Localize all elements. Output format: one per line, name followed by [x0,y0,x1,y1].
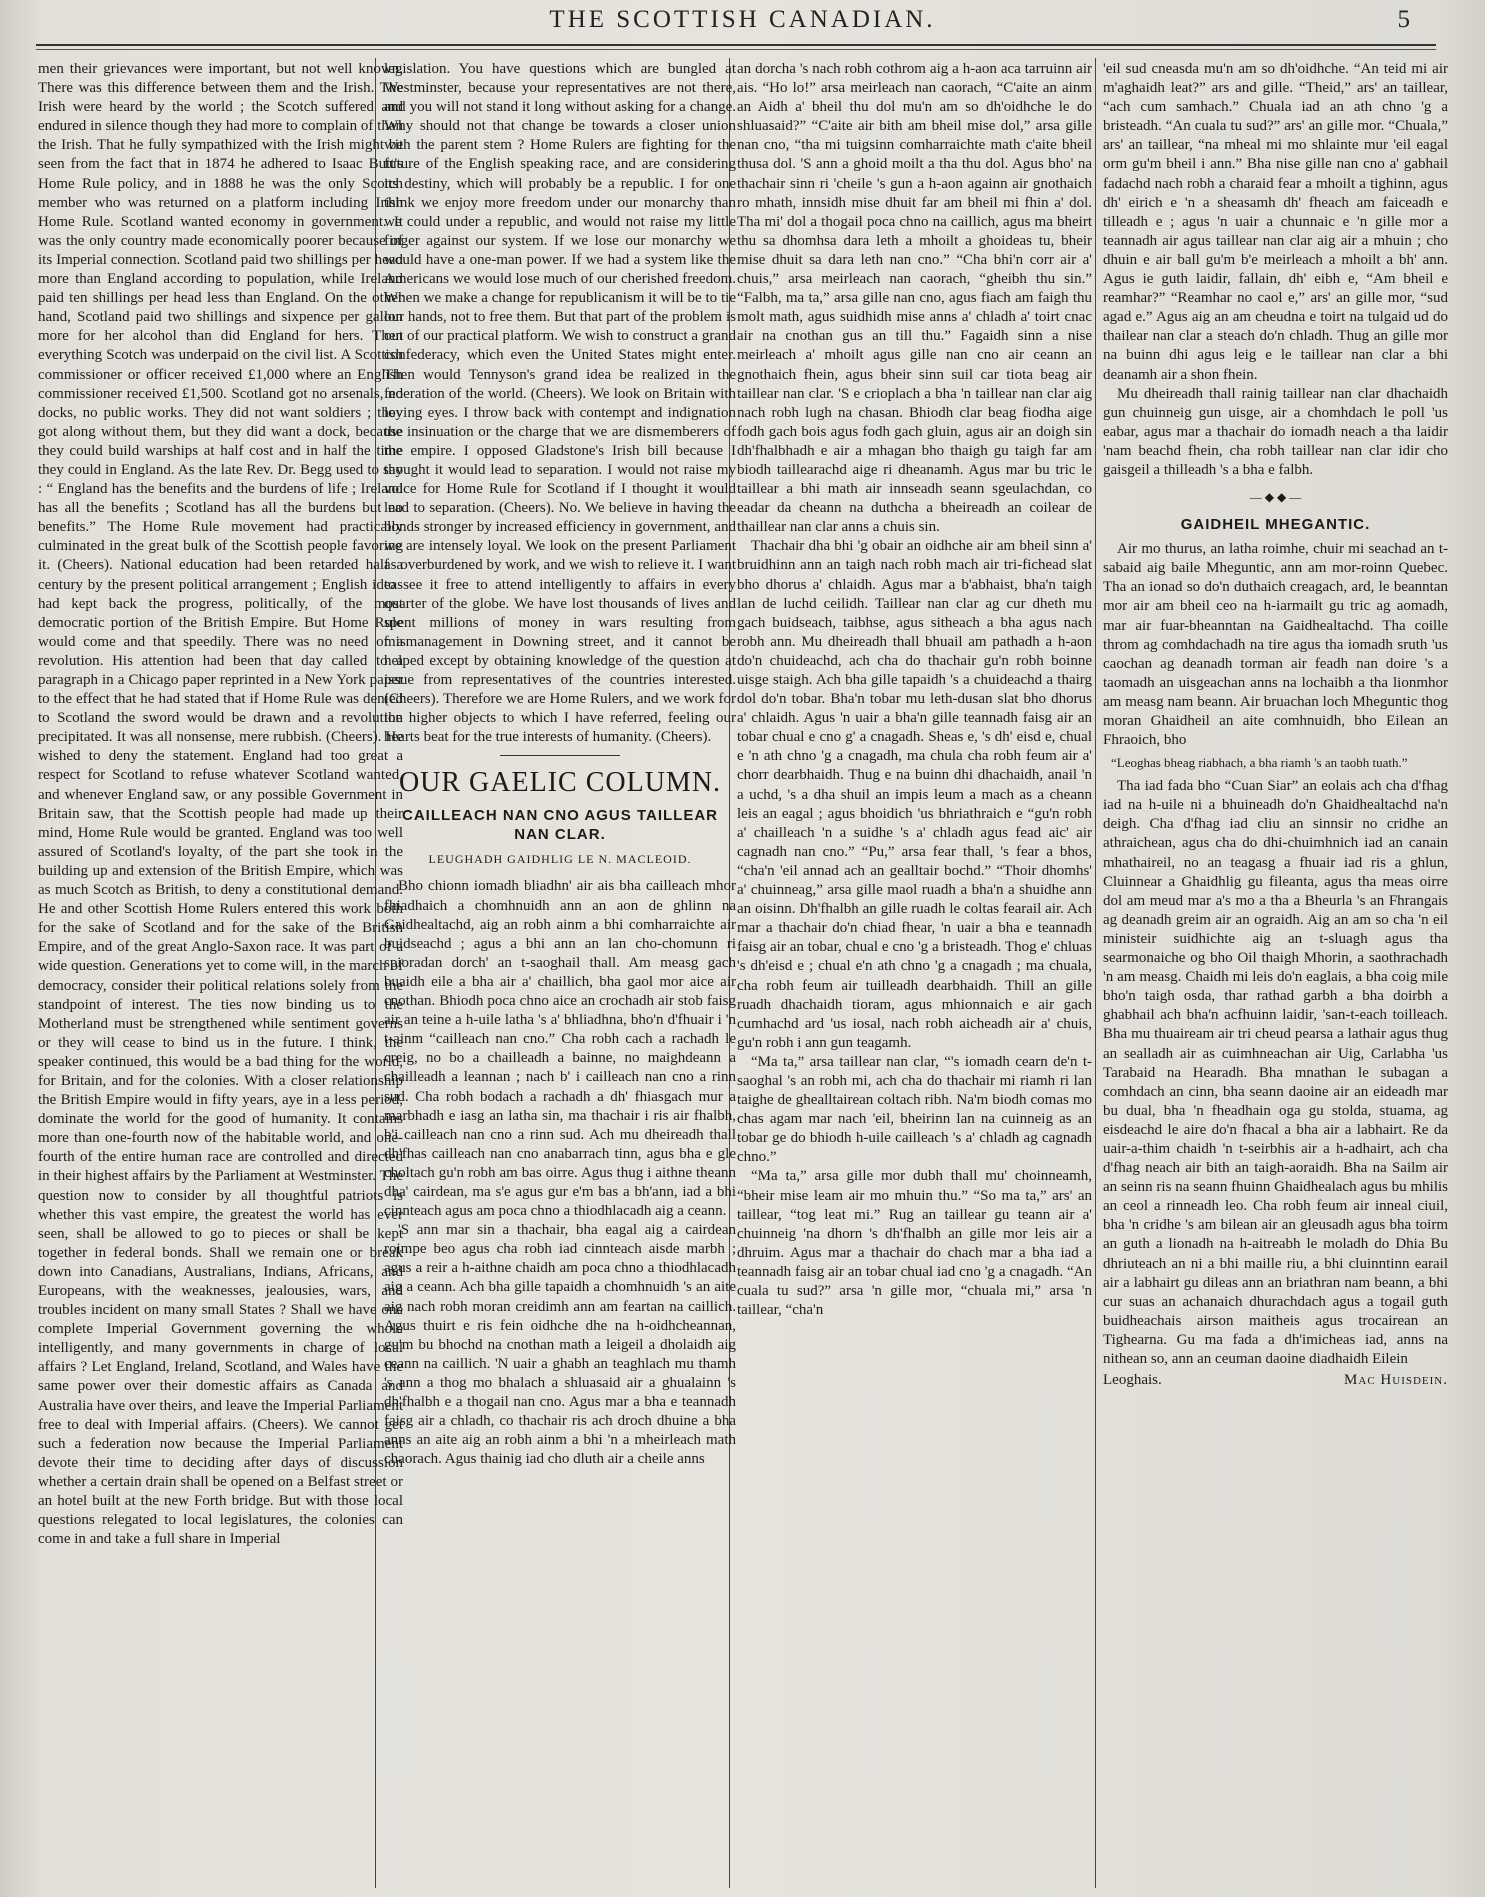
signature-author: Mac Huisdein. [1344,1372,1448,1389]
ornament-divider: — ◆ ◆ — [1249,490,1302,505]
column-divider [1095,58,1096,1888]
section-rule [500,755,620,756]
signature-place: Leoghais. [1103,1372,1162,1389]
column-4 [1103,60,1448,1890]
story-paragraph: 'S ann mar sin a thachair, bha eagal aig a cairdean roimpe beo agus cha robh iad cinnteach aisde marbh ; agus a reir a h-aithne chaidh am poca chno a thiodhlacadh aig a ceann. Ach bha gille tapaidh a chomhnuidh 's an aite aig nach robh moran creidimh ann am feartan na caillich. Agus thuirt e ris fein oidhche dhe na h-oidhcheannan, gu'm bu bhochd na cnothan math a leigeil a dholaidh aig ceann na caillich. 'N uair a ghabh an teaghlach mu thamh 's ann a thog mo bhalach a shluasaid air a ghualainn 's dh'fhalbh e a thogail nan cno. Agus mar a bha e teannadh faisg air a chladh, co thachair ris ach droch dhuine a bha anns an aite aig an robh ainm a bhi 'n a mheirleach math chaorach. Agus thainig iad cho dluth air a cheile anns [384,1222,736,1468]
header-rule [36,44,1436,46]
story-paragraph: Bho chionn iomadh bliadhn' air ais bha cailleach mhor fhiadhaich a chomhnuidh ann an aon de ghlinn na Gaidhealtachd, aig an robh ainm a bhi comharraichte air buidseachd ; agus a bhi ann an lan cho-chomunn ri spioradan dorch' an t-saoghail thall. Am measg gach buaidh eile a bha air a' chaillich, bha gaol mor aice air cnothan. Bhiodh poca chno aice an crochadh air stob faisg air an teine a h-uile latha 's a' bhliadhna, bho'n d'fhuair i 'n t-ainm “cailleach nan cno.” Cha robh cach a rachadh le creig, no bo a chailleadh a bainne, no maighdeann a chailleadh a leannan ; nach b' i cailleach nan cno a rinn sud. Cha robh bodach a rachadh a dh' fhiasgach mur a marbhadh e iasg an latha sin, ma thachair i ris air fhalbh, b'i cailleach nan cno a rinn sud. Ach mu dheireadh thall dh'fhas cailleach nan cno anabarrach tinn, agus bha e gle choltach gu'n robh am bas oirre. Agus thug i aithne theann dha' cairdean, ma s'e agus gur e'm bas a bh'ann, iad a bhi cinnteach agus am poca chno a thiodhlacadh aig a ceann. [384,878,736,1220]
story-paragraph: an dorcha 's nach robh cothrom aig a h-aon aca tarruinn air ais. “Ho lo!” arsa meirleach nan caorach, “C'aite an ainm an Aidh a' bheil thu dol mu'n am so dh'oidhche le do shluasaid?” “C'aite air bith am bheil mise dol,” arsa gille nan cno, “tha mi tuigsinn comharraichte math c'aite bheil thusa dol. 'S ann a ghoid moilt a tha thu dol. Agus bho' na thachair sinn ri 'cheile 's gun a h-aon againn air gnothaich ro mhath, innsidh mise dhuit far am bheil mi fhin a' dol. Tha mi' dol a thogail poca chno na caillich, agus ma bheirt thu sa dhomhsa dara leth a mhoilt a ghoideas tu, bheir mise dhuit sa dara leth nan cno.” “Cha bhi'n corr air a' chuis,” arsa meirleach nan caorach, “gheibh thu sin.” “Falbh, ma ta,” arsa gille nan cno, agus fiach am faigh thu molt math, agus suidhidh mise anns a' chladh a' toirt cnac air na cnothan gus an till thu.” Fagaidh sinn a nise meirleach a' mhoilt agus gille nan cno air ceann an gnothaich fhein, agus bheir sinn suil car tiota beag air taillear nan clar. 'S e crioplach a bha 'n taillear nan clar aig nach robh lugh na chasan. Bhiodh clar beag fiodha aige fodh gach bois agus fodh gach gluin, agus air an doigh sin dh'fhalbhadh e air a mhagan bho thaigh gu taigh far am biodh taillearachd aige ri dheanamh. Agus mar bu tric le taillear a bhi math air innseadh seann sgeulachdan, co eadar da cheann na duthcha a bheireadh an coilear de thaillear nan clar anns a chuis sin. [737,61,1092,536]
masthead [0,6,1485,42]
story-title: CAILLEACH NAN CNO AGUS TAILLEAR NAN CLAR. [402,807,718,844]
section-heading: GAIDHEIL MHEGANTIC. [1180,516,1371,534]
quoted-verse: “Leoghas bheag riabhach, a bha riamh 's an taobh tuath.” [1111,755,1408,771]
article-paragraph: men their grievances were important, but not well known. There was this difference between them and the Irish. The Irish were heard by the world ; the Scotch suffered and endured in silence though they had more to complain of than the Irish. That he fully sympathized with the Irish might be seen from the fact that in 1874 he adhered to Isaac Butt's Home Rule policy, and in 1888 he was the only Scotch member who was returned on a platform including Irish Home Rule. Scotland wanted economy in government. It was the only country made economically poorer because of its Imperial connection. Scotland paid two shillings per head more than England according to population, while Ireland paid ten shillings per head less than England. On the other hand, Scotland paid two shillings and sixpence per gallon more for her alcohol than did England for hers. Then everything Scotch was underpaid on the civil list. A Scottish commissioner or officer received £1,000 where an English commissioner received £1,500. Scotland got no arsenals, no docks, no public works. They did not want soldiers ; they got along without them, but they did want a dock, because they could build warships at half cost and in half the time they could in England. As the late Rev. Dr. Begg used to say : “ England has the benefits and the burdens of life ; Ireland has all the benefits ; Scotland has all the burdens but no benefits.” The Home Rule movement had practically culminated in the great bulk of the Scottish people favoring it. (Cheers). National education had been retarded half a century by the present political arrangement ; English ideas had kept back the progress, politically, of the most democratic portion of the British Empire. But Home Rule would come and that speedily. There was no need of a revolution. His attention had been that day called to a paragraph in a Chicago paper reprinted in a New York paper to the effect that he had stated that if Home Rule was denied to Scotland the sword would be drawn and a revolution precipitated. It was all nonsense, mere rubbish. (Cheers). He wished to deny the statement. England had too great a respect for Scotland to refuse whatever Scotland wanted, and whenever England saw, or any possible Government in Britain saw, that the Scottish people had made up their mind, Home Rule would be granted. England was too well assured of Scotland's loyalty, of the part she took in the building up and extension of the British Empire, which was as much Scotch as British, to deny a constitutional demand. He and other Scottish Home Rulers entered this work both for the sake of Scotland and for the sake of the British Empire, and of the great Anglo-Saxon race. It was part of a wide question. Generations yet to come will, in the march of democracy, consider their political relations solely from the standpoint of interest. The ties now binding us to the Motherland must be strengthened while sentiment governs or they will cease to bind us in the future. I think, the speaker continued, this would be a bad thing for the world, for Britain, and for the colonies. With a closer relationship the British Empire would in fifty years, aye in a less period, dominate the world for the good of humanity. It contains more than one-fourth now of the habitable world, and one-fourth of the entire human race are controlled and directed in their highest affairs by the Parliament at Westminster. The question now to consider by all thoughtful patriots is whether this vast empire, the greatest the world has ever seen, shall be allowed to go to pieces or shall be kept together in federal bonds. Shall we remain one or break down into Canadians, Australians, Indians, Africans, and Europeans, with the weaknesses, jealousies, wars, and troubles incident on many small States ? Shall we have one complete Imperial Government governing the whole intelligently, and many governments in charge of local affairs ? Let England, Ireland, Scotland, and Wales have the same power over their domestic affairs as Canada and Australia have over theirs, and leave the Imperial Parliament free to deal with Imperial affairs. (Cheers). We cannot get such a federation now because the Imperial Parliament devote their time to deciding after days of discussion whether a certain drain shall be opened on a Belfast street or an hotel built at the new Forth bridge. But with those local questions relegated to local legislatures, the colonies can come in and take a full share in Imperial [38,61,403,1548]
column-1 [38,60,403,1890]
story-paragraph: 'eil sud cneasda mu'n am so dh'oidhche. “An teid mi air m'aghaidh leat?” ars and gille. “Theid,” ars' an taillear, “ach cum samhach.” Chuala iad an ath chno 'g a bristeadh. “An cuala tu sud?” ars' an gille mor. “Chuala,” ars' an taillear, “na mheal mi mo shlainte mur 'eil eagal orm gu'm bheil i ann.” Bha nise gille nan cno a' gabhail fadachd nach robh a charaid fear a mhoilt a tighinn, agus dh' eirich e 'n a sheasamh dh' fheach am faiceadh e tilleadh e ; agus 'n uair a chunnaic e 'n gille mor a teannadh air agus taillear nan clar aig air a mhuin ; cho dhuin e air ball gu'm b'e meirleach a mhoilt a bh' ann. Agus ie guth laidir, fallain, dh' eibh e, “Am bheil e reamhar?” “Reamhar no caol e,” ars' an gille mor, “sud agad e.” Agus aig an am cheudna e toirt na tulgaid ud do thailear nan clar a steach do'n chladh. Thug an gille mor na buinn dhi agus leig e le taillear nan clar a bhi deanamh air a shon fhein. [1103,61,1448,383]
section-paragraph: Tha iad fada bho “Cuan Siar” an eolais ach cha d'fhag iad na h-uile ni a bhuineadh do'n Ghaidhealtachd na'n deigh. Cha d'fhag iad cliu an sinnsir no cridhe an athraichean, agus cha do dhi-chuimhnich iad an canain mhathaireil, no an teagasg a fhuair iad ris a ghlun, Cluinnear a Ghaidhlig gu fileanta, agus tha meas oirre dol am meud mar a's mo a tha a Bheurla 's an Fhrangais ag deanadh greim air an ograidh. Aig an am so cha 'n eil ministeir suidhichte aig an t-sluagh agus tha searmonaiche og bho Oil thaigh Mhorin, a saothrachadh 'n am measg. Chaidh mi leis do'n eaglais, a bha coig mile bho'n taigh osda, thar rathad garbh a bha doirbh a ghabhail ach bha'n acfhuinn laidir, 'san-t-each toilleach. Bha mu thuaiream air tri cheud pearsa a lathair agus thug an sealladh air as cuimhneachan air Uig, Carlabha 'us Tarabaid na Hearadh. Bha mnathan le subagan a comhdach an cinn, bha seann daoine air an eideadh mar bu dual, bha 'n fheadhain oga gu stolda, stuama, ag eisdeachd le aire do'n fhacal a bha air a labhairt. Re da uair-a-thim chaidh 'n t-seirbhis air a h-adhairt, ach cha d'fhag neach air bith an taigh-aoraidh. Bha na Sailm air an seinn ris na seann fhuinn Ghaidhealach agus bu mhilis an ceol a rinneadh leo. Cha robh feum air inneal ciuil, bha 'n cridhe 's am bilean air an gleusadh agus bha toirm an guth a lionadh na h-aitreabh le moladh do Dhia Bu dhriuteach an ni a bhi maille riu, a bhi cluinntinn earail air a labhairt gu dileas ann an briathran nam beann, a bhi cur suas an achanaich dhurachdach agus a togail guth buidheachais airson maitheis agus trocairean an Tighearna. Gu ma fada a dh'imicheas iad, anns na nithean so, ann an ceuman daoine diadhaidh Eilein [1103,778,1448,1367]
story-byline: LEUGHADH GAIDHLIG LE N. MACLEOID. [428,852,692,867]
story-paragraph: “Ma ta,” arsa taillear nan clar, “'s iomadh cearn de'n t-saoghal 's an robh mi, ach cha do thachair mi riamh ri lan taighe de ghealltairean coltach ribh. Na'm biodh comas mo chas agam mar nach 'eil, bheirinn lan na cuinneig as an tobar ge do bhiodh h-uile cailleach 's a' chladh ag cagnadh chno.” [737,1053,1092,1166]
story-paragraph: Mu dheireadh thall rainig taillear nan clar dhachaidh gun chuinneig gun uisge, air a chomhdach le poll 'us eabar, agus mar a thachair do iomadh neach a tha laidir 'nam beachd fhein, cha robh taillear nan clar idir cho gaisgeil a thilleadh 's a bha e falbh. [1103,385,1448,478]
gaelic-column-heading: OUR GAELIC COLUMN. [398,767,722,799]
story-paragraph: Thachair dha bhi 'g obair an oidhche air am bheil sinn a' bruidhinn ann an taigh nach robh mach air tri-fichead slat bho dhorus a' chlaidh. Agus mar a b'abhaist, bha'n taigh lan de luchd ceilidh. Taillear nan clar ag cur dheth mu gach buidseach, taibhse, agus sitheach a bha agus nach robh ann. Mu dheireadh thall bhuail am pathadh a h-aon do'n chuideachd, ach cha do thachair gu'n robh boinne uisge staigh. Ach bha gille tapaidh 's a chuideachd a thairg dol do'n tobar. Bha'n tobar mu leth-dusan slat bho dhorus a' chlaidh. Agus 'n uair a bha'n gille teannadh faisg air an tobar chual e cno g' a cnagadh. Sheas e, 's dh' eisd e, chual e 'n ath chno 'g a cnagadh, ma chula cha robh feum air a' chorr dearbhaidh. Thug e na buinn dhi dhachaidh, anail 'n a uchd, 's a dha shuil an impis leum a mach as a cheann leis an eagal ; agus bhoidich 'us bhriathraich e “gu'n robh a' chailleach 'n a suidhe 's a' chladh agus fead aic' air cagnadh nan cno.” “Pu,” arsa fear thall, 's fear a bhos, “cha'n 'eil annad ach an gealltair bochd.” “Thoir dhomhs' a' chuinneag,” arsa gille maol ruadh a bha'n a shuidhe ann an oisinn. Dh'fhalbh an gille ruadh le coltas fearail air. Ach mar a thachair do'n chiad fhear, 'n uair a bha e teannadh faisg air an tobar, chual e cno 'g a bristeadh. Thog e' chluas 's dh'eisd e ; chual e'n ath chno 'g a cnagadh ; ma chuala, cha robh feum air tuilleadh dearbhaidh. Thill an gille ruadh dhachaidh tioram, agus mhionnaich e air gach cumhachd ard 'us iosal, nach robh aicheadh air a' chuis, gu'n robh i ann gun teagamh. [737,538,1092,1051]
signature-line [1103,1371,1448,1390]
column-3 [737,60,1092,1890]
section-paragraph: Air mo thurus, an latha roimhe, chuir mi seachad an t-sabaid aig baile Mheguntic, ann am mor-roinn Quebec. Tha an ionad so do'n duthaich creagach, ard, le beanntan mor air am bheil ceo na h-iarmailt gu tric ag aomadh, mar air fuar-bheanntan na Gaidhealtachd. Tha coille throm ag comhdachadh na tire agus tha iomadh sruth 'us caochan ag deanadh torman air feadh nan doire 's a taomadh an uisgeachan anns na lochaibh a tha lionmhor am measg nam beann. Air bruachan loch Mheguntic thog moran Ghaidheil an aite comhnuidh, bho Eilean an Fhraoich, bho [1103,541,1448,749]
article-paragraph: legislation. You have questions which are bungled at Westminster, because your representatives are not there, and you will not stand it long without asking for a change. Why should not that change be towards a closer union with the parent stem ? Home Rulers are fighting for the future of the English speaking race, and are considering its destiny, which will probably be a republic. I for one think we enjoy more freedom under our monarchy than we could under a republic, and would not raise my little finger against our system. If we lose our monarchy we would have a one-man power. If we had a system like the Americans we would lose much of our cherished freedom. When we make a change for republicanism it will be to tie our hands, not to free them. But that part of the problem is out of our practical platform. We wish to construct a grand confederacy, which even the United States might enter. Then would Tennyson's grand idea be realized in the federation of the world. (Cheers). We look on Britain with loving eyes. I throw back with contempt and indignation the insinuation or the charge that we are dismemberers of the empire. I opposed Gladstone's Irish bill because I thought it would lead to separation. I would not raise my voice for Home Rule for Scotland if I thought it would lead to separation. (Cheers). No. We believe in having the bonds stronger by increased efficiency in government, and we are intensely loyal. We look on the present Parliament as overburdened by work, and we wish to relieve it. I want to see it free to attend intelligently to affairs in every quarter of the globe. We have lost thousands of lives and spent millions of money in wars resulting from mismanagement in Downing street, and it cannot be helped except by obtaining knowledge of the question at issue from representatives of the countries interested. (Cheers). Therefore we are Home Rulers, and we work for the higher objects to which I have referred, feeling our hearts beat for the true interests of humanity. (Cheers). [384,61,736,746]
page-number: 5 [1397,6,1413,33]
newspaper-title: THE SCOTTISH CANADIAN. [549,6,936,33]
column-2 [384,60,736,1890]
story-paragraph: “Ma ta,” arsa gille mor dubh thall mu' choinneamh, “bheir mise leam air mo mhuin thu.” “So ma ta,” ars' an taillear, “tog leat mi.” Rug an taillear gu teann air a' chuinneig 'na dhorn 's dh'fhalbh an gille mor leis air a dhruim. Agus mar a thachair do chach mar a bha iad a teannadh faisg air an tobar chual iad cno 'g a cnagadh. “An cuala tu sud?” arsa 'n gille mor, “chuala mi,” arsa 'n taillear, “cha'n [737,1168,1092,1319]
header-rule-thin [36,49,1436,50]
